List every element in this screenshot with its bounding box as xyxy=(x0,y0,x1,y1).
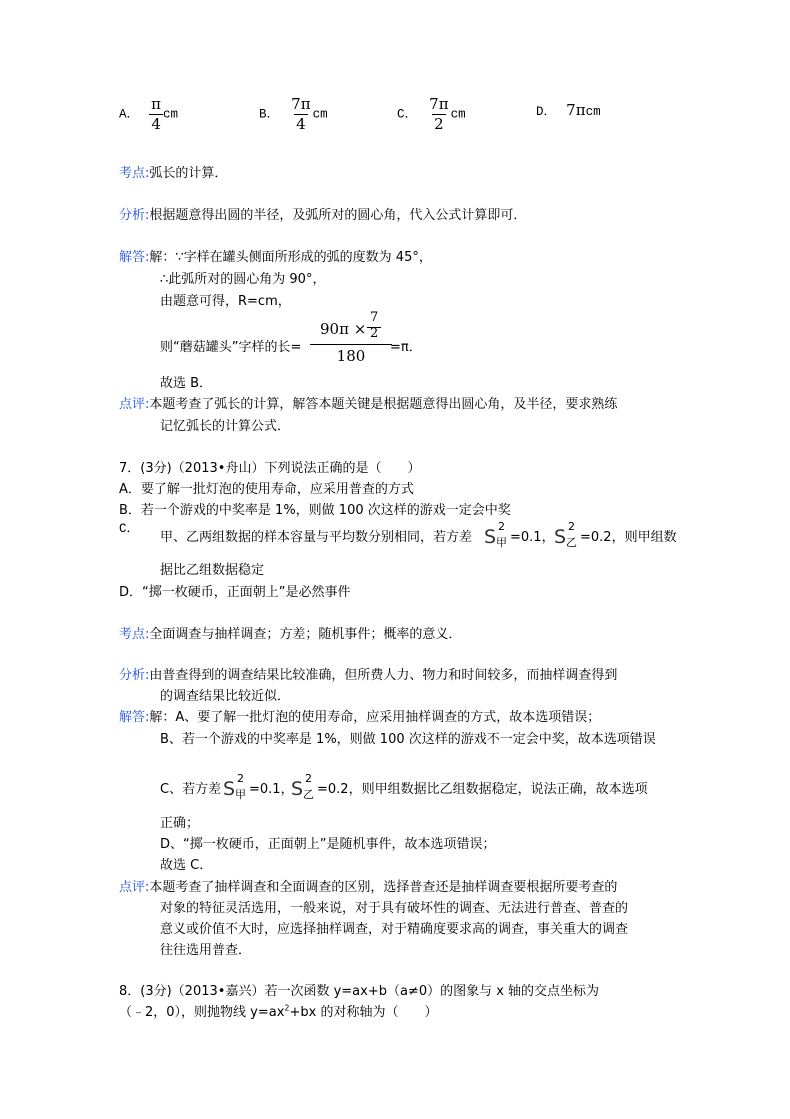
q6-dianping: 点评:本题考查了弧长的计算，解答本题关键是根据题意得出圆心角，及半径，要求熟练 xyxy=(119,397,618,412)
fenxi-label: 分析: xyxy=(119,208,150,223)
option-letter: C． xyxy=(119,522,140,536)
variance-symbol: S 2 甲 xyxy=(484,520,507,549)
option-letter: C． xyxy=(397,107,418,122)
jieda-label: 解答: xyxy=(119,250,150,265)
option-b: B． $\frac{7\pi}{4}$ cm xyxy=(259,95,328,133)
jieda-label: 解答: xyxy=(119,710,150,725)
q8-stem-line2: （﹣2，0），则抛物线 $y=ax^2+bx$ 的对称轴为（ ） xyxy=(119,1003,438,1020)
q7-option-c-line2: 据比乙组数据稳定 xyxy=(160,563,265,578)
dianping-label: 点评: xyxy=(119,880,150,895)
option-d: D． 7πcm xyxy=(536,101,601,119)
q7-option-b: B．若一个游戏的中奖率是 1%，则做 100 次这样的游戏一定会中奖 xyxy=(119,503,511,518)
q6-jieda-line3: 由题意可得，R=cm， xyxy=(160,294,291,309)
q7-jieda-line5: D、“掷一枚硬币，正面朝上”是随机事件，故本选项错误； xyxy=(160,837,496,852)
q6-dianping-line2: 记忆弧长的计算公式． xyxy=(160,419,291,434)
variance-symbol: S 2 甲 xyxy=(223,772,246,801)
variance-symbol: S 2 乙 xyxy=(554,520,577,549)
q6-kaodian: 考点:弧长的计算． xyxy=(119,166,228,181)
q6-jieda: 解答:解：∵字样在罐头侧面所形成的弧的度数为 45°， xyxy=(119,250,432,265)
option-c: C． $\frac{7\pi}{2}$ cm xyxy=(397,95,466,133)
q7-dianping-line4: 往往选用普查． xyxy=(160,943,252,958)
q7-option-a: A．要了解一批灯泡的使用寿命，应采用普查的方式 xyxy=(119,482,414,497)
fraction: $\frac{7\pi}{2}$ xyxy=(429,95,449,133)
q7-fenxi: 分析:由普查得到的调查结果比较准确，但所费人力、物力和时间较多，而抽样调查得到 xyxy=(119,668,618,683)
q6-jieda-line2: ∴此弧所对的圆心角为 90°， xyxy=(160,272,326,287)
q7-dianping-line3: 意义或价值不大时，应选择抽样调查，对于精确度要求高的调查，事关重大的调查 xyxy=(160,922,629,937)
fenxi-label: 分析: xyxy=(119,668,150,683)
q8-stem-line1: 8．(3分)（2013•嘉兴）若一次函数 y=ax+b（a≠0）的图象与 x 轴的交点坐标为 xyxy=(119,984,600,999)
kaodian-label: 考点: xyxy=(119,166,150,181)
variance-symbol: S 2 乙 xyxy=(291,772,314,801)
q6-fenxi: 分析:根据题意得出圆的半径，及弧所对的圆心角，代入公式计算即可． xyxy=(119,208,527,223)
q7-dianping: 点评:本题考查了抽样调查和全面调查的区别，选择普查还是抽样调查要根据所要考查的 xyxy=(119,880,618,895)
q6-jieda-line5: 故选 B． xyxy=(160,376,213,391)
q7-kaodian: 考点:全面调查与抽样调查；方差；随机事件；概率的意义． xyxy=(119,627,462,642)
q7-jieda-line6: 故选 C． xyxy=(160,858,213,873)
formula-numerator: 90π × 7 2 xyxy=(310,312,392,336)
fraction: $\frac{7\pi}{4}$ xyxy=(291,95,311,133)
q7-stem: 7．(3分)（2013•舟山）下列说法正确的是（ ） xyxy=(119,461,421,476)
option-letter: B． xyxy=(259,107,280,122)
option-letter: A． xyxy=(119,107,140,122)
option-letter: D． xyxy=(536,105,557,119)
fraction: $\frac{\pi}{4}$ xyxy=(151,95,162,133)
formula-fraction: 90π × 7 2 180 xyxy=(310,312,392,365)
q7-jieda-line4: 正确； xyxy=(160,816,200,831)
kaodian-label: 考点: xyxy=(119,627,150,642)
q7-jieda-c: C、若方差 S 2 甲 =0.1， S 2 乙 =0.2，则甲组数据比乙组数据稳定，说法正确，故本选项 xyxy=(160,772,648,801)
q7-jieda: 解答:解：A、要了解一批灯泡的使用寿命，应采用抽样调查的方式，故本选项错误； xyxy=(119,710,601,725)
dianping-label: 点评: xyxy=(119,397,150,412)
main-frac-line xyxy=(310,344,392,345)
q7-dianping-line2: 对象的特征灵活选用，一般来说，对于具有破坏性的调查、无法进行普查、普查的 xyxy=(160,901,629,916)
q7-jieda-line2: B、若一个游戏的中奖率是 1%，则做 100 次这样的游戏不一定会中奖，故本选项错误 xyxy=(160,732,656,747)
q7-fenxi-line2: 的调查结果比较近似． xyxy=(160,689,291,704)
option-a: A． $\frac{\pi}{4}$ cm xyxy=(119,95,179,133)
q7-option-d: D．“掷一枚硬币，正面朝上”是必然事件 xyxy=(119,585,351,600)
